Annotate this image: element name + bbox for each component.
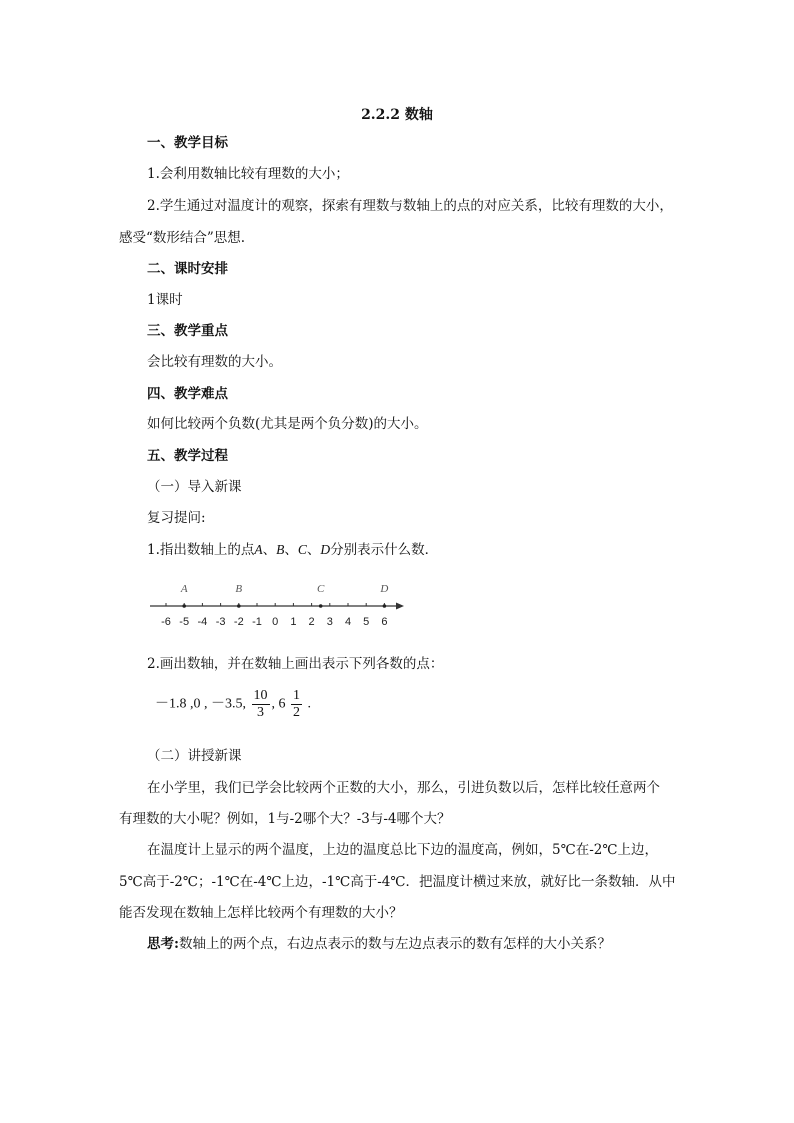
number-line-arrow bbox=[396, 603, 404, 610]
expr-item-comma: , bbox=[204, 696, 208, 712]
number-line-tick-label: 2 bbox=[308, 616, 315, 628]
mixed-denominator: 2 bbox=[293, 705, 300, 720]
question-2: 2.画出数轴，并在数轴上画出表示下列各数的点： bbox=[147, 656, 444, 672]
number-line-point bbox=[182, 604, 186, 608]
number-line-tick-label: 0 bbox=[272, 616, 279, 628]
var-c: C bbox=[297, 542, 307, 557]
number-line-tick-label: -6 bbox=[161, 616, 171, 628]
expr-item-period: . bbox=[307, 696, 311, 712]
section-heading-objectives: 一、教学目标 bbox=[147, 135, 228, 151]
mixed-number-6-1-2 bbox=[279, 688, 305, 721]
number-line-point-label: C bbox=[317, 583, 325, 595]
section-heading-difficulty: 四、教学难点 bbox=[147, 386, 228, 402]
number-line-tick-label: -3 bbox=[215, 616, 226, 628]
number-line-tick-label: 5 bbox=[363, 616, 370, 628]
mixed-numerator: 1 bbox=[293, 688, 300, 703]
question-1 bbox=[147, 540, 707, 560]
number-line-point-label: D bbox=[380, 583, 389, 595]
think-text: 数轴上的两个点，右边点表示的数与左边点表示的数有怎样的大小关系？ bbox=[178, 936, 611, 952]
lesson-para-2-line-2: 5℃高于-2℃；-1℃在-4℃上边，-1℃高于-4℃．把温度计横过来放，就好比一条数轴．从中 bbox=[119, 874, 676, 890]
subsection-new-lesson: （二）讲授新课 bbox=[147, 748, 242, 764]
number-line-tick-label: -4 bbox=[197, 616, 208, 628]
var-b: B bbox=[276, 542, 285, 557]
fraction-numerator: 10 bbox=[253, 688, 268, 703]
mixed-fraction bbox=[291, 688, 302, 721]
number-line-tick-label: -1 bbox=[252, 616, 262, 628]
difficulty-text: 如何比较两个负数(尤其是两个负分数)的大小。 bbox=[147, 416, 428, 432]
objective-1: 1.会利用数轴比较有理数的大小； bbox=[147, 166, 349, 182]
sep-1: 、 bbox=[262, 542, 277, 558]
sep-3: 、 bbox=[306, 542, 321, 558]
think-label: 思考: bbox=[147, 936, 179, 952]
objective-2-line-1: 2.学生通过对温度计的观察，探索有理数与数轴上的点的对应关系，比较有理数的大小， bbox=[147, 198, 673, 214]
number-line-point-label: A bbox=[180, 583, 188, 595]
number-line-tick-label: -5 bbox=[179, 616, 190, 628]
section-heading-schedule: 二、课时安排 bbox=[147, 261, 228, 277]
number-line-tick-label: 3 bbox=[326, 616, 333, 628]
expr-item-neg-3-5: －3.5, bbox=[211, 696, 246, 712]
objective-2-line-2: 感受“数形结合”思想. bbox=[119, 230, 246, 246]
number-line-tick-label: 1 bbox=[290, 616, 297, 628]
number-line-point bbox=[237, 604, 241, 608]
expr-item-comma-2: , bbox=[271, 696, 275, 712]
schedule-text: 1课时 bbox=[147, 292, 183, 308]
number-line-point-label: B bbox=[235, 583, 243, 595]
number-list-expression bbox=[155, 688, 311, 728]
page-title: 2.2.2 数轴 bbox=[361, 107, 433, 123]
number-line-tick-label: 6 bbox=[381, 616, 388, 628]
number-line-tick-label: 4 bbox=[344, 616, 352, 628]
number-line-point bbox=[383, 604, 387, 608]
mixed-whole: 6 bbox=[278, 696, 286, 712]
think-question bbox=[147, 934, 707, 954]
lesson-para-2-line-3: 能否发现在数轴上怎样比较两个有理数的大小？ bbox=[119, 905, 403, 921]
lesson-para-2-line-1: 在温度计上显示的两个温度，上边的温度总比下边的温度高，例如，5℃在-2℃上边， bbox=[147, 842, 658, 858]
expr-item-neg-1-8: －1.8 bbox=[155, 696, 187, 712]
number-line-point bbox=[319, 604, 323, 608]
lesson-para-1-line-2: 有理数的大小呢？例如，1与-2哪个大？-3与-4哪个大？ bbox=[119, 811, 451, 827]
number-line-tick-label: -2 bbox=[233, 616, 244, 628]
question-1-prefix: 1.指出数轴上的点 bbox=[147, 542, 255, 558]
keypoint-text: 会比较有理数的大小。 bbox=[147, 354, 282, 370]
var-d: D bbox=[320, 542, 331, 557]
expr-item-zero: ,0 bbox=[190, 696, 201, 712]
sep-2: 、 bbox=[284, 542, 298, 558]
review-label: 复习提问: bbox=[147, 510, 206, 526]
lesson-para-1-line-1: 在小学里，我们已学会比较两个正数的大小，那么，引进负数以后，怎样比较任意两个 bbox=[147, 780, 660, 796]
subsection-intro: （一）导入新课 bbox=[147, 479, 242, 495]
fraction-10-3 bbox=[252, 688, 270, 721]
fraction-denominator: 3 bbox=[257, 705, 264, 720]
number-line-figure bbox=[146, 578, 410, 636]
var-a: A bbox=[254, 542, 263, 557]
question-1-suffix: 分别表示什么数． bbox=[330, 542, 439, 558]
section-heading-keypoint: 三、教学重点 bbox=[147, 323, 228, 339]
section-heading-process: 五、教学过程 bbox=[147, 448, 228, 464]
